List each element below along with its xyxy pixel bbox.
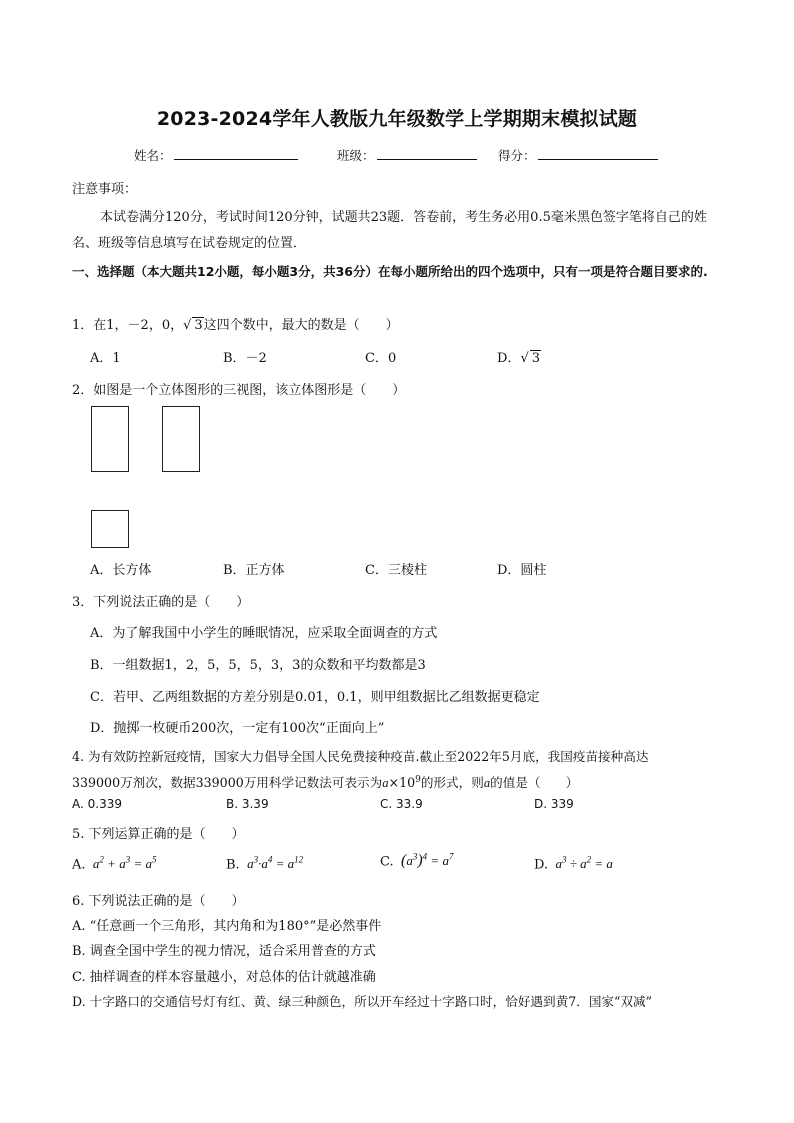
q1-sqrt-radicand: 3 [194,318,203,333]
class-blank [377,147,477,160]
q5-option-c-formula: $(a^3)^4 = a^7$ [401,852,454,870]
score-label: 得分： [498,148,536,163]
section1-heading: 一、选择题（本大题共12小题，每小题3分，共36分）在每小题所给出的四个选项中，只有一项是符合题目要求的. [72,264,708,279]
notice-heading: 注意事项： [72,182,138,197]
class-field [337,146,477,164]
q2-option-b: B．正方体 [223,563,285,578]
q4-option-c: C. 33.9 [380,797,423,811]
q3-option-b: B．一组数据1，2，5，5，5，3，3的众数和平均数都是3 [90,658,426,673]
q5-option-b-formula: $a^3\cdot a^4 = a^{12}$ [243,855,304,872]
q5-option-d-label: D. [534,857,549,873]
q4-line2-a: 339000万剂次，数据339000万用科学记数法可表示为 [72,775,383,790]
q1-option-d [497,347,541,366]
q2-option-d: D．圆柱 [497,563,547,578]
q5-option-b-label: B. [226,857,240,873]
q2-option-a: A．长方体 [90,563,152,578]
q4-line2-b: 的形式，则 [420,775,484,790]
side-view-rectangle [162,406,200,472]
q2-stem: 2．如图是一个立体图形的三视图，该立体图形是（ ） [72,383,406,398]
q3-option-a: A．为了解我国中小学生的睡眠情况，应采取全面调查的方式 [90,626,438,641]
q1-option-c: C．0 [365,351,397,366]
q6-option-b: B. 调查全国中学生的视力情况，适合采用普查的方式 [72,944,376,959]
q1-option-d-radicand: 3 [531,351,541,366]
sqrt-symbol: √ 3 [183,318,203,333]
q6-option-a: A. “任意画一个三角形，其内角和为180°”是必然事件 [72,919,382,934]
q1-option-a: A．1 [90,351,121,366]
q1-stem [72,314,399,333]
name-field [134,146,298,164]
q4-option-d: D. 339 [534,797,574,811]
q3-stem: 3．下列说法正确的是（ ） [72,595,250,610]
q1-option-b: B．－2 [223,351,267,366]
notice-body: 本试卷满分120分，考试时间120分钟，试题共23题．答卷前，考生务必用0.5毫米黑色签字笔将自己的姓名、班级等信息填写在试卷规定的位置． [72,210,707,251]
name-label: 姓名： [134,148,172,163]
q4-line2-c: 的值是（ ） [490,775,579,790]
q4-option-b: B. 3.39 [226,797,269,811]
q4-var-a: a [382,776,389,790]
top-view-square [91,510,129,548]
q6-option-d: D. 十字路口的交通信号灯有红、黄、绿三种颜色，所以开车经过十字路口时，恰好遇到黄7．国家“双减” [72,994,653,1009]
q3-option-c: C．若甲、乙两组数据的方差分别是0.01，0.1，则甲组数据比乙组数据更稳定 [90,690,540,705]
q2-option-c: C．三棱柱 [365,563,427,578]
exam-title: 2023-2024学年人教版九年级数学上学期期末模拟试题 [156,108,638,130]
q4-line1: 4. 为有效防控新冠疫情，国家大力倡导全国人民免费接种疫苗.截止至2022年5月底，我国疫苗接种高达 [72,749,649,764]
q4-times: ×10 [388,775,416,790]
q1-stem-b: 这四个数中，最大的数是（ ） [203,318,399,333]
q5-option-a [72,855,156,872]
q6-option-c: C. 抽样调查的样本容量越小，对总体的估计就越准确 [72,970,376,985]
front-view-rectangle [91,406,129,472]
q5-option-b [226,855,303,872]
q1-option-d-label: D． [497,351,521,366]
q6-stem: 6. 下列说法正确的是（ ） [72,894,245,909]
q4-option-a: A. 0.339 [72,797,122,811]
q5-stem: 5. 下列运算正确的是（ ） [72,827,245,842]
class-label: 班级： [337,148,375,163]
q5-option-d-formula: $a^3 \div a^2 = a$ [552,855,613,872]
q4-var-a2: a [483,776,491,790]
score-field [498,146,658,164]
q5-option-d [534,855,613,872]
q5-option-a-formula: $a^2 + a^3 = a^5$ [89,855,157,872]
q4-exponent: 9 [415,774,421,785]
q5-option-a-label: A. [72,857,86,873]
name-blank [174,147,298,160]
q3-option-d: D．抛掷一枚硬币200次，一定有100次“正面向上” [90,721,385,736]
q1-stem-a: 1．在1，－2，0， [72,318,184,333]
sqrt-symbol: √ 3 [520,351,541,366]
q5-option-c [380,852,453,870]
q5-option-c-label: C. [380,854,394,870]
q4-line2 [72,772,578,791]
score-blank [538,147,658,160]
